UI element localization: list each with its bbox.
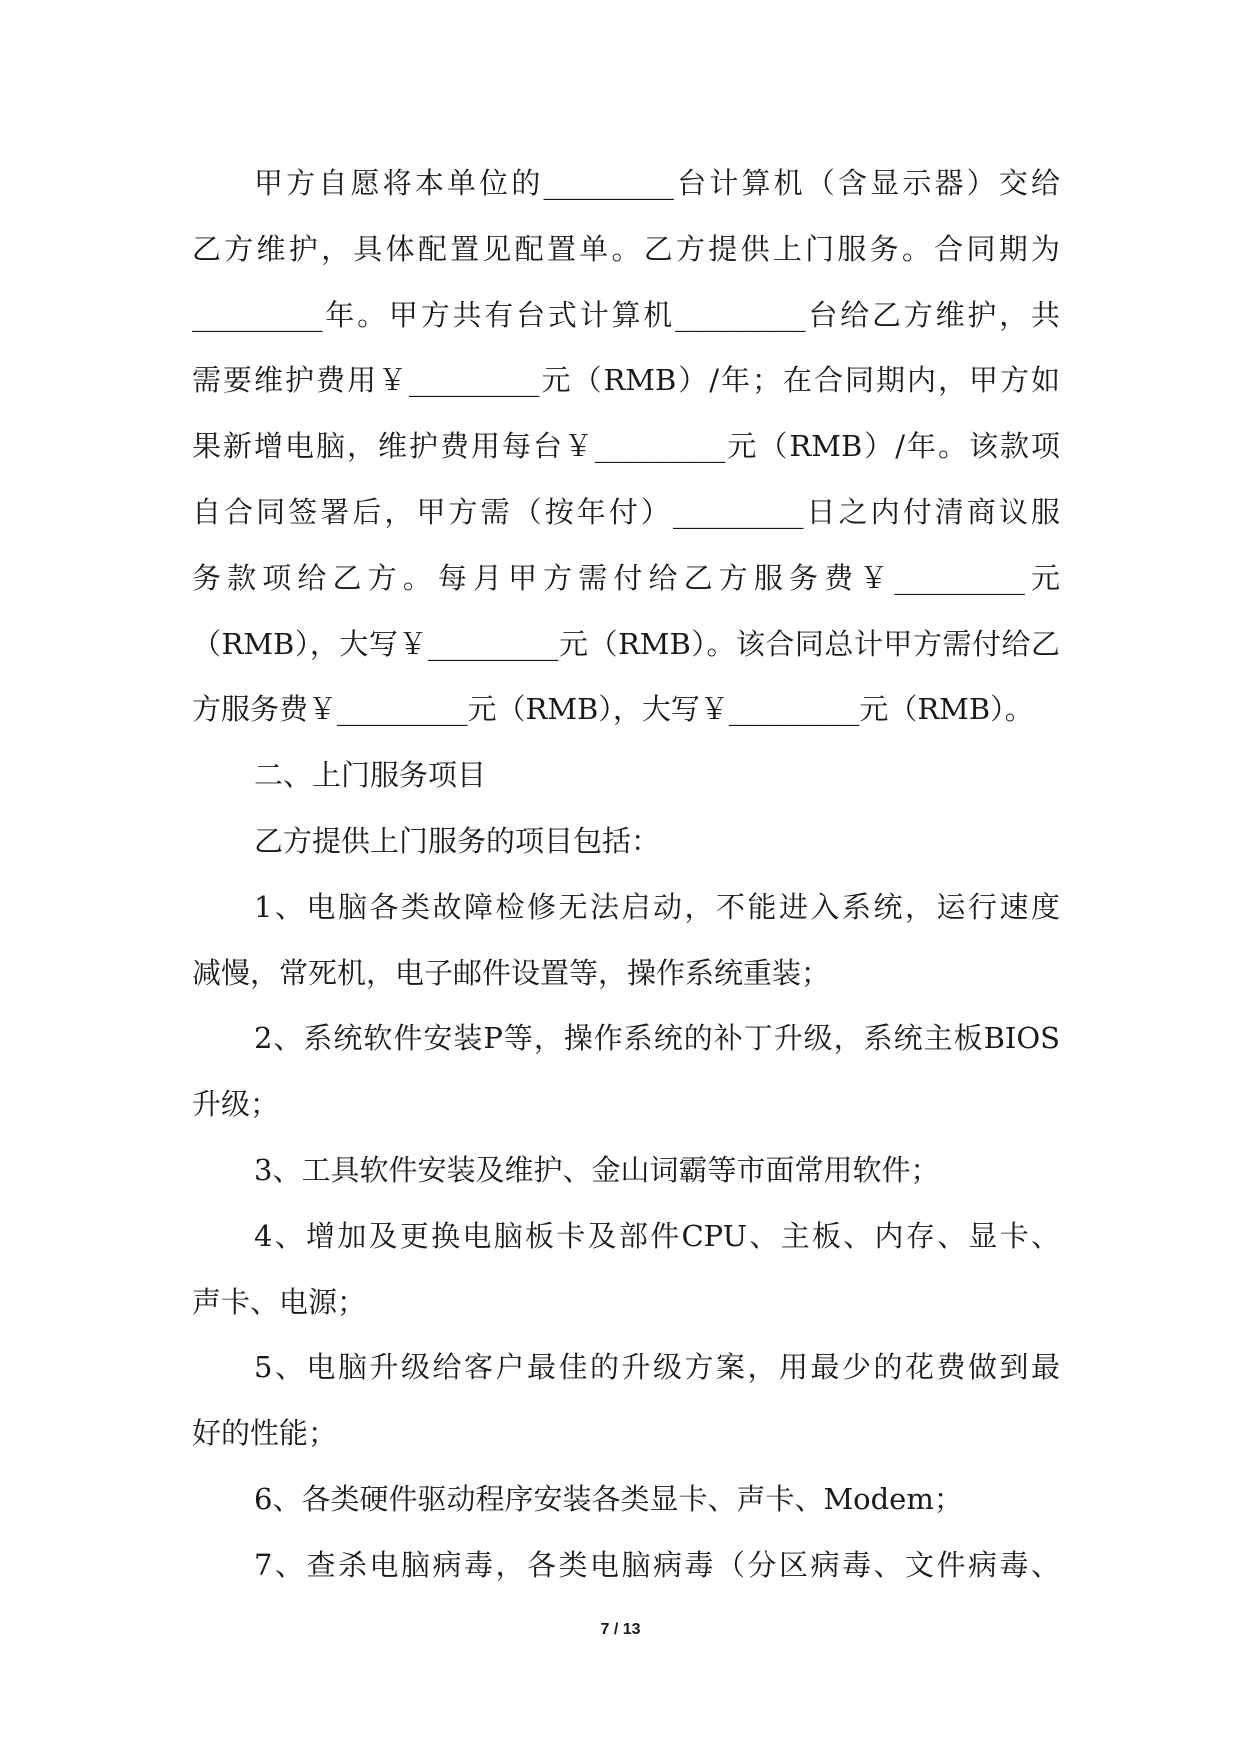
text-line: 声卡、电源； bbox=[192, 1284, 367, 1319]
text-line: 需要维护费用￥_________元（RMB）/年；在合同期内，甲方如 bbox=[192, 363, 1060, 398]
text-line: 自合同签署后，甲方需（按年付）_________日之内付清商议服 bbox=[192, 494, 1060, 529]
text-line: 乙方维护，具体配置见配置单。乙方提供上门服务。合同期为 bbox=[192, 231, 1060, 266]
text-line: 甲方自愿将本单位的_________台计算机（含显示器）交给 bbox=[254, 166, 1060, 200]
text-line: _________年。甲方共有台式计算机_________台给乙方维护，共 bbox=[192, 297, 1060, 332]
document-body bbox=[192, 151, 1060, 1599]
text-line: 务款项给乙方。每月甲方需付给乙方服务费￥_________元 bbox=[192, 560, 1060, 595]
section-heading: 二、上门服务项目 bbox=[254, 758, 487, 793]
list-item: 3、工具软件安装及维护、金山词霸等市面常用软件； bbox=[254, 1152, 940, 1187]
text-line: 乙方提供上门服务的项目包括： bbox=[254, 823, 661, 858]
text-line: 好的性能； bbox=[192, 1416, 338, 1451]
list-item: 6、各类硬件驱动程序安装各类显卡、声卡、Modem； bbox=[254, 1481, 963, 1516]
text-line: 升级； bbox=[192, 1087, 280, 1122]
list-item: 5、电脑升级给客户最佳的升级方案，用最少的花费做到最 bbox=[254, 1350, 1060, 1385]
page-number: 7 / 13 bbox=[600, 1621, 641, 1638]
list-item: 4、增加及更换电脑板卡及部件CPU、主板、内存、显卡、 bbox=[254, 1218, 1060, 1253]
text-line: 果新增电脑，维护费用每台￥_________元（RMB）/年。该款项 bbox=[192, 429, 1060, 464]
text-line: （RMB），大写￥_________元（RMB）。该合同总计甲方需付给乙 bbox=[192, 626, 1060, 661]
text-line: 方服务费￥_________元（RMB），大写￥_________元（RMB）。 bbox=[192, 692, 1034, 727]
list-item: 1、电脑各类故障检修无法启动，不能进入系统，运行速度 bbox=[254, 889, 1060, 924]
list-item: 2、系统软件安装P等，操作系统的补丁升级，系统主板BIOS bbox=[254, 1021, 1060, 1056]
text-line: 减慢，常死机，电子邮件设置等，操作系统重装； bbox=[192, 955, 831, 990]
list-item: 7、查杀电脑病毒，各类电脑病毒（分区病毒、文件病毒、 bbox=[254, 1547, 1060, 1582]
